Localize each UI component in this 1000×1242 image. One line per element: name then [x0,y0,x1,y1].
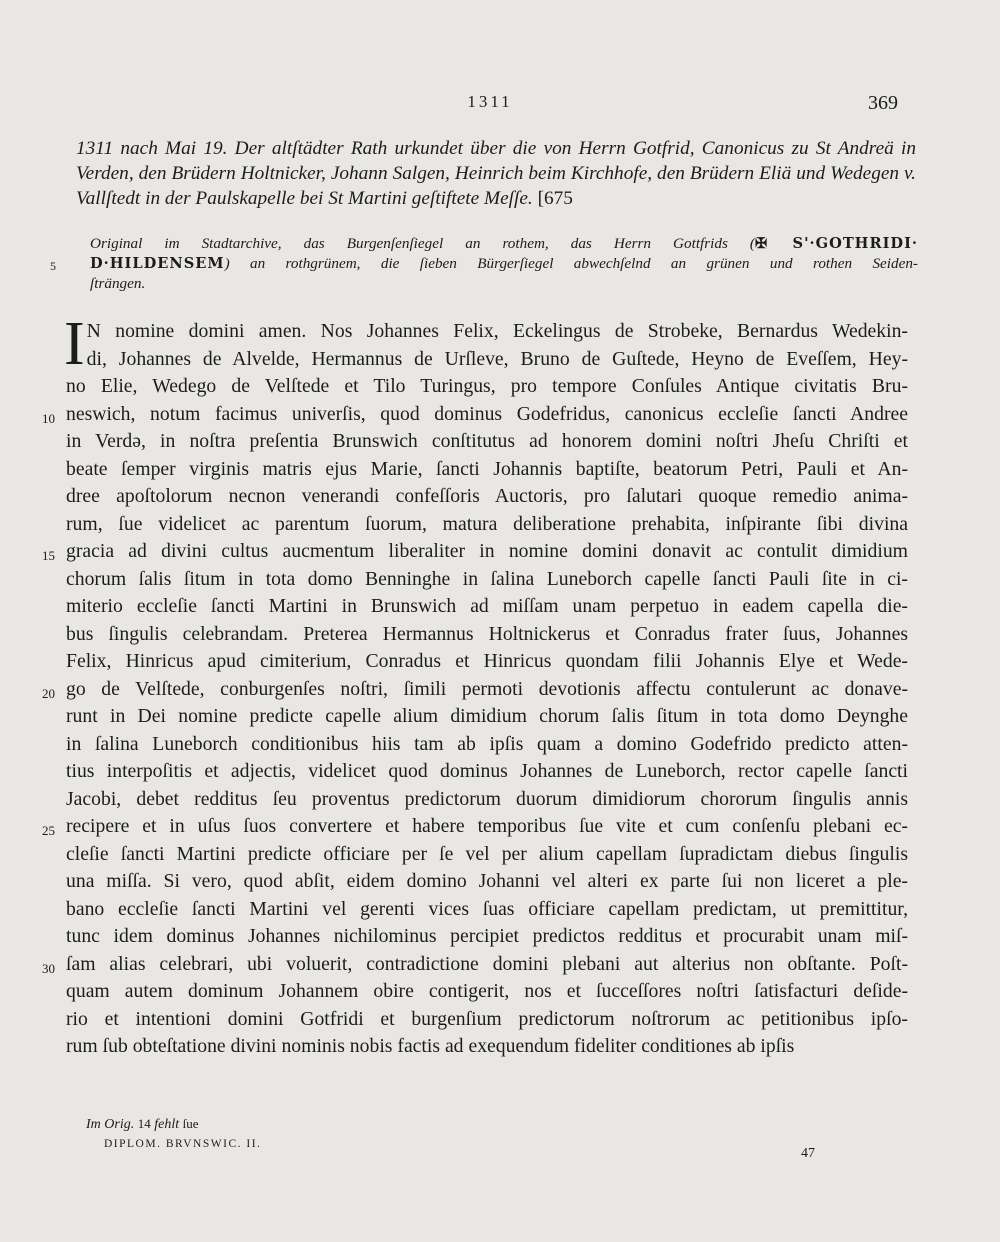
line-number: 10 [42,410,55,426]
document-body [42,310,908,1061]
body-line [66,483,908,511]
body-line [66,923,908,951]
line-number: 25 [42,823,55,838]
line-number: 30 [42,960,55,976]
source-line-1 [90,234,918,254]
body-line [42,401,908,429]
body-line-text: quam autem dominum Johannem obire contigerit, nos et ſucceſſores noſtri ſatisfacturi deſide- [66,980,908,1002]
footnote [86,1116,199,1133]
body-line-text: miterio eccleſie ſancti Martini in Brunswich ad miſſam unam perpetuo in eadem capella die- [66,595,908,617]
body-line-text: gracia ad divini cultus aucmentum liberaliter in nomine domini donavit ac contulit dimidium [66,540,908,562]
body-line [66,593,908,621]
body-line-text: dree apoſtolorum necnon venerandi confeſſoris Auctoris, pro ſalutari quoque remedio anima- [66,485,908,507]
body-line-text: chorum ſalis ſitum in tota domo Benninghe in ſalina Luneborch capelle ſancti Pauli ſite in ci- [66,567,908,590]
body-line [66,346,908,374]
drop-cap: I [64,310,85,378]
document-number: [675 [537,188,573,209]
body-lines [42,310,908,1061]
body-line [66,456,908,484]
body-line-text: rio et intentioni domini Gotfridi et burgenſium predictorum noſtrorum ac petitionibus ipſo- [66,1007,908,1030]
body-line [42,676,908,704]
footnote-label: Im Orig. [86,1117,135,1132]
body-line-text: rum ſub obteſtatione divini nominis nobis factis ad exequendum fideliter conditiones ab ipſis [66,1035,795,1057]
body-line [66,868,908,896]
seal-legend-part-2: D·HILDENSEM [90,255,225,272]
body-line-text: in Verdə, in noſtra preſentia Brunswich conſtitutus ad honorem domini noſtri Jheſu Chriſti et [66,430,908,452]
body-line [66,428,908,456]
source-text-2: ) an rothgrünem, die ſieben Bürgerſiegel abwechſelnd an grünen und rothen Seiden- [224,255,918,272]
body-line-text: una miſſa. Si vero, quod abſit, eidem domino Johanni vel alteri ex parte ſui non liceret a ple- [66,870,908,892]
page-number: 369 [868,92,898,114]
footnote-word: ſue [182,1116,199,1131]
body-line [66,786,908,814]
body-line [66,731,908,759]
regest-text: 1311 nach Mai 19. Der altſtädter Rath urkundet über die von Herrn Gotfrid, Canonicus zu St Andreä in Verden, den Brüdern Holtnicker, Johann Salgen, Heinrich beim Kirchhofe, den Brüdern Eliä und Wedegen v. Vallſtedt in der Paulskapelle bei St Martini geſtiftete Meſſe. [76,138,916,209]
body-line [66,1033,908,1061]
body-line-text: cleſie ſancti Martini predicte officiare per ſe vel per alium capellam ſupradictam diebus ſingulis [66,842,908,865]
body-line-text: ſam alias celebrari, ubi voluerit, contradictione domini plebani aut alterius non obſtante. Poſt- [66,952,908,975]
source-line-3: ſträngen. [90,275,146,292]
body-line [66,758,908,786]
source-note [50,234,918,294]
line-number: 15 [42,548,55,563]
source-line-2 [50,254,918,274]
body-line [42,813,908,841]
body-line-text: tunc idem dominus Johannes nichilominus percipiet predictos redditus et procurabit unam miſ- [66,925,908,947]
body-line [66,841,908,869]
body-line-text: Felix, Hinricus apud cimiterium, Conradus et Hinricus quondam filii Johannis Elye et Wede- [66,650,908,672]
body-line [66,703,908,731]
body-line [66,978,908,1006]
body-line-text: recipere et in uſus ſuos convertere et habere temporibus ſue vite et cum conſenſu plebani ec- [66,815,908,837]
footnote-note: fehlt [154,1117,180,1132]
body-line-text: bus ſingulis celebrandam. Preterea Hermannus Holtnickerus et Conradus frater ſuus, Johannes [66,622,908,645]
body-line [66,511,908,539]
body-line-text: tius interpoſitis et adjectis, videlicet quod dominus Johannes de Luneborch, rector capelle ſancti [66,760,908,782]
body-line-text: neswich, notum facimus univerſis, quod dominus Godefridus, canonicus eccleſie ſancti Andree [66,402,908,425]
source-text-1: Original im Stadtarchive, das Burgenſenſiegel an rothem, das Herrn Gottfrids ( [90,235,755,252]
document-regest [76,136,916,211]
footnote-line-ref: 14 [137,1116,151,1131]
body-line [66,621,908,649]
body-line [66,318,908,346]
body-line-text: di, Johannes de Alvelde, Hermannus de Urſleve, Bruno de Guſtede, Heyno de Eveſſem, Hey- [86,347,908,370]
body-line [42,538,908,566]
body-line [42,951,908,979]
body-line [66,896,908,924]
sheet-number: 47 [801,1146,815,1161]
line-number: 20 [42,685,55,701]
body-line [66,1006,908,1034]
body-line-text: runt in Dei nomine predicte capelle alium dimidium chorum ſalis ſitum in tota domo Deynghe [66,705,908,727]
body-line-text: rum, ſue videlicet ac parentum ſuorum, matura deliberatione prehabita, inſpirante ſibi divina [66,512,908,535]
body-line [66,373,908,401]
body-line-text: go de Velſtede, conburgenſes noſtri, ſimili permoti devotionis affectu contulerunt ac donave- [66,677,908,700]
signature-mark: DIPLOM. BRVNSWIC. II. [104,1138,262,1150]
body-line-text: Jacobi, debet redditus ſeu proventus predictorum duorum dimidiorum chororum ſingulis annis [66,787,908,810]
body-line-text: N nomine domini amen. Nos Johannes Felix, Eckelingus de Strobeke, Bernardus Wedekin- [86,320,908,342]
body-line-text: no Elie, Wedego de Velſtede et Tilo Turingus, pro tempore Conſules Antique civitatis Bru- [66,375,908,397]
body-line [66,566,908,594]
body-line-text: in ſalina Luneborch conditionibus hiis tam ab ipſis quam a domino Godefrido predicto atten- [66,732,908,755]
line-number: 5 [50,259,56,273]
body-line [66,648,908,676]
seal-legend-part-1: ✠ S'·GOTHRIDI· [755,235,918,252]
body-line-text: bano eccleſie ſancti Martini vel gerenti vices ſuas officiare capellam predictam, ut premittitur, [66,897,908,920]
running-head-year: 1311 [467,92,513,111]
body-line-text: beate ſemper virginis matris ejus Marie, ſancti Johannis baptiſte, beatorum Petri, Pauli et An- [66,457,908,480]
